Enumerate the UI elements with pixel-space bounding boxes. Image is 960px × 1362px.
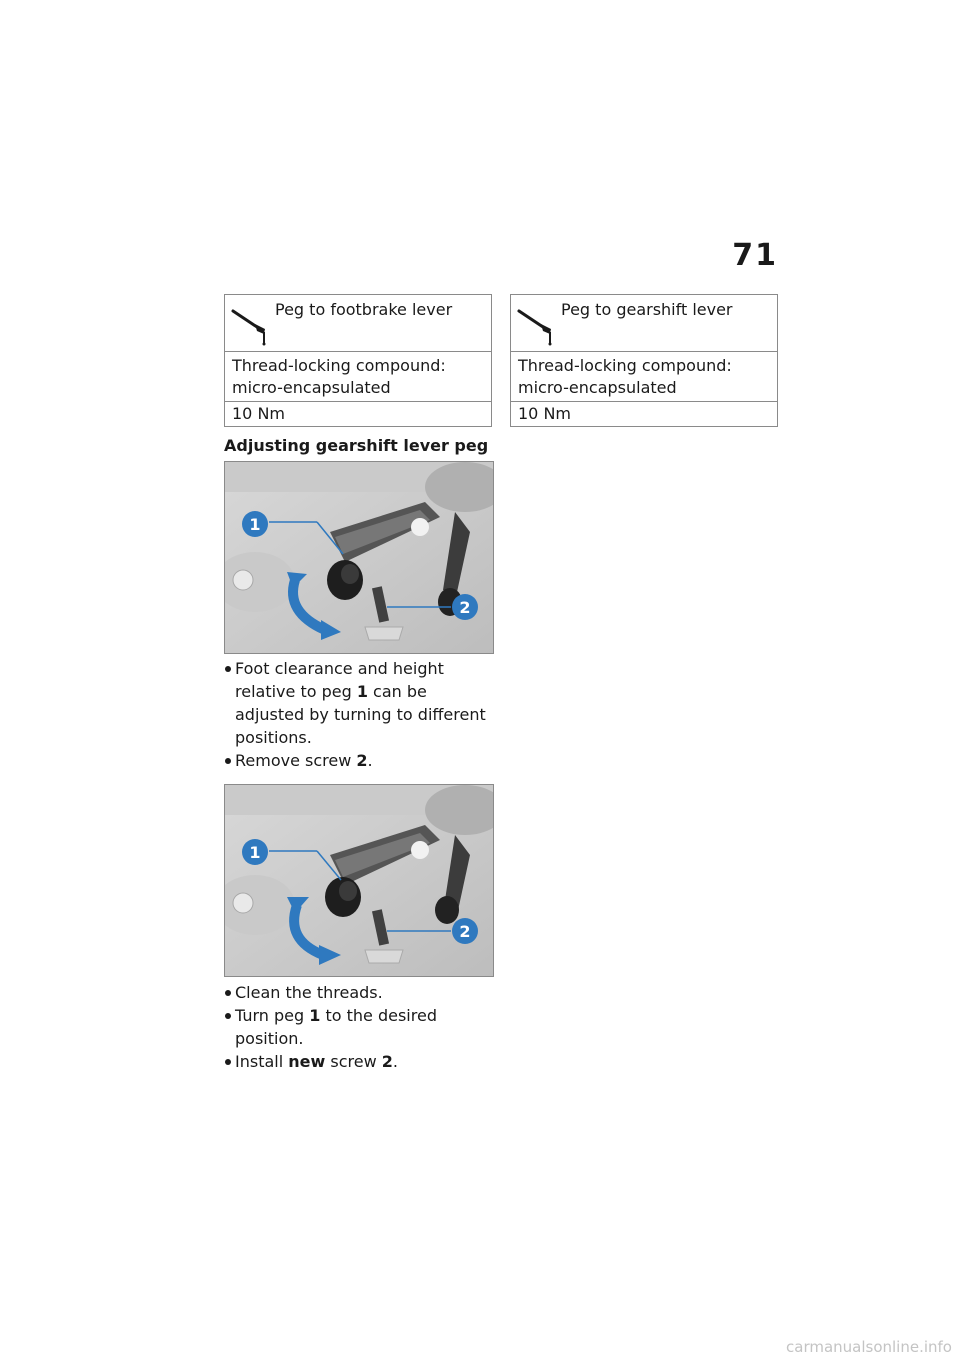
thread-locking-compound: Thread-locking compound: micro-encapsulated <box>225 352 491 402</box>
list-item: Turn peg 1 to the desired position. <box>224 1004 494 1050</box>
callout-label: 1 <box>249 843 261 862</box>
list-item: Remove screw 2. <box>224 749 494 772</box>
gearshift-peg-illustration <box>225 462 493 653</box>
spec-header <box>511 295 777 352</box>
spec-title: Peg to footbrake lever <box>275 300 453 319</box>
torque-value: 10 Nm <box>518 404 571 423</box>
thread-locking-compound: Thread-locking compound: micro-encapsulated <box>511 352 777 402</box>
spec-header <box>225 295 491 352</box>
gearshift-peg-illustration <box>225 785 493 976</box>
list-item: Clean the threads. <box>224 981 494 1004</box>
section-heading: Adjusting gearshift lever peg <box>224 436 489 455</box>
watermark: carmanualsonline.info <box>786 1338 952 1356</box>
figure-peg-adjust-1 <box>224 461 494 654</box>
callout-label: 2 <box>459 598 471 617</box>
torque-wrench-icon <box>517 307 557 347</box>
list-item: Install new screw 2. <box>224 1050 494 1073</box>
figure-peg-adjust-2 <box>224 784 494 977</box>
instruction-list-1 <box>224 657 494 772</box>
callout-label: 1 <box>249 515 261 534</box>
torque-spec-footbrake <box>224 294 492 427</box>
torque-value: 10 Nm <box>232 404 285 423</box>
torque-spec-gearshift <box>510 294 778 427</box>
spec-title: Peg to gearshift lever <box>561 300 733 319</box>
callout-label: 2 <box>459 922 471 941</box>
instruction-list-2 <box>224 981 494 1073</box>
torque-wrench-icon <box>231 307 271 347</box>
page-number: 71 <box>732 238 778 273</box>
list-item: Foot clearance and height relative to peg 1 can be adjusted by turning to different positions. <box>224 657 494 749</box>
